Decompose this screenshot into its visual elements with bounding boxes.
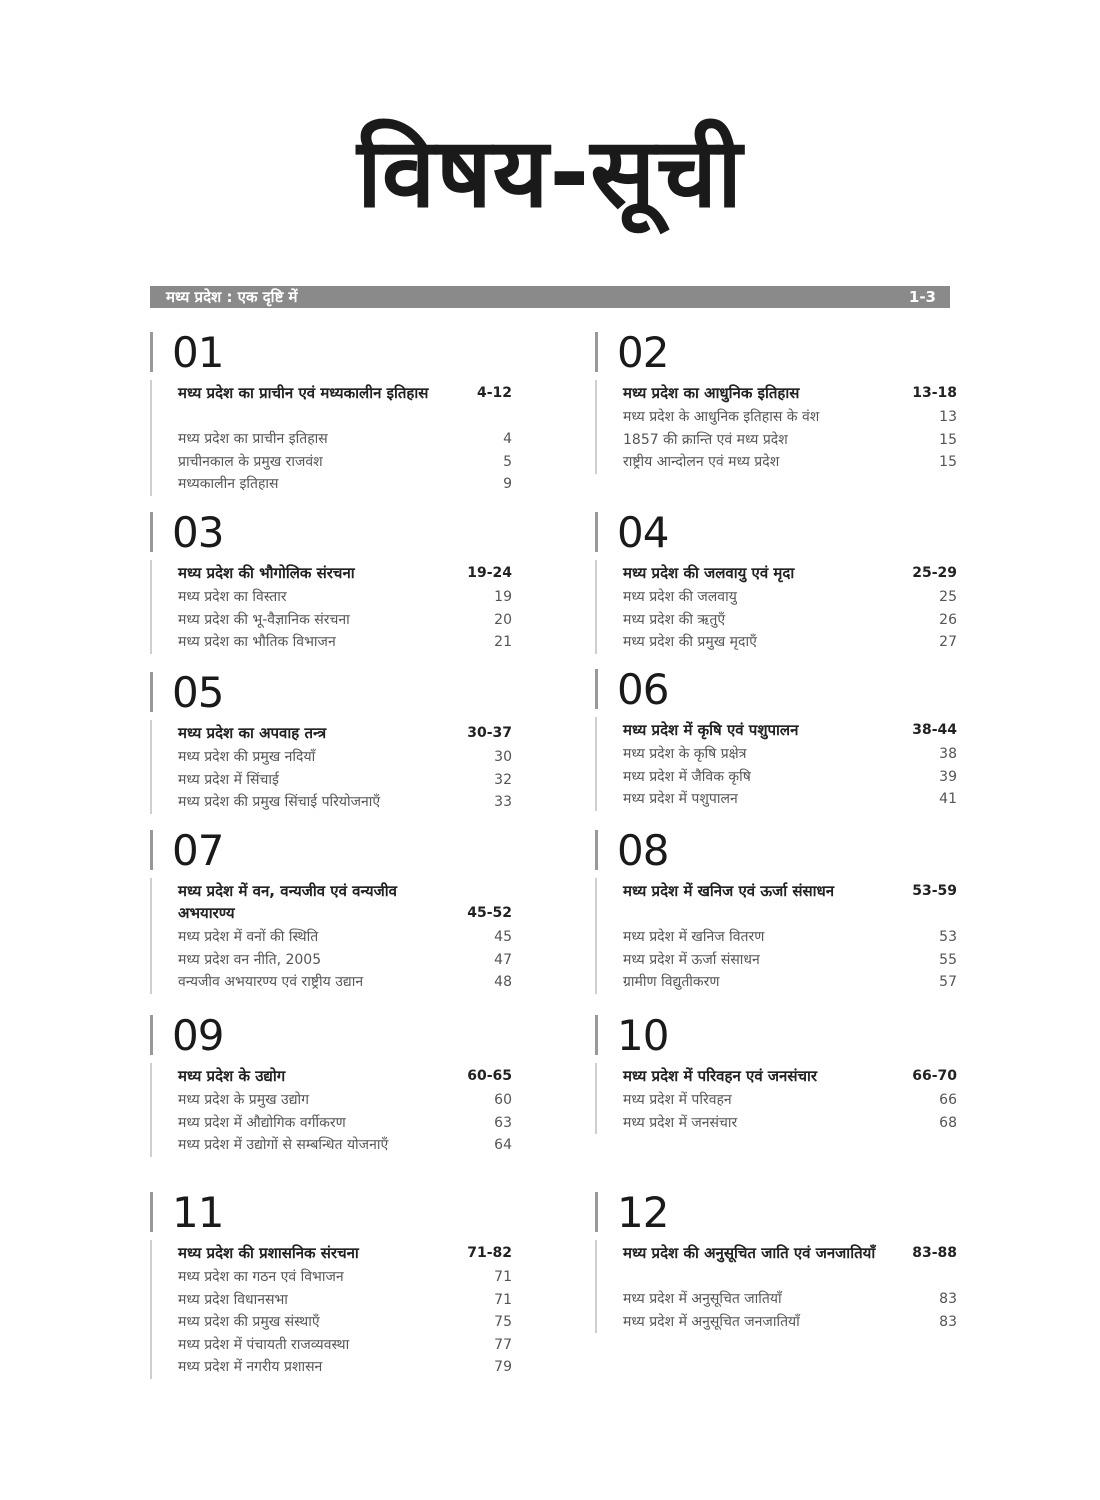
chapter-topic-list <box>623 586 957 654</box>
chapter-number-bar <box>595 512 598 552</box>
chapter-title: मध्य प्रदेश के उद्योग <box>178 1067 286 1085</box>
topic-label: वन्यजीव अभयारण्य एवं राष्ट्रीय उद्यान <box>178 974 364 990</box>
chapter-topic-list <box>623 1288 957 1333</box>
topic-page: 4 <box>503 431 512 447</box>
chapter-topic-list <box>178 1266 512 1379</box>
topic-row[interactable] <box>178 451 512 474</box>
topic-page: 57 <box>939 974 957 990</box>
chapter-number: 07 <box>172 826 224 875</box>
topic-label: मध्य प्रदेश के कृषि प्रक्षेत्र <box>623 746 747 762</box>
chapter-page-range: 19-24 <box>467 565 512 581</box>
chapter-page-range: 53-59 <box>912 883 957 899</box>
topic-page: 21 <box>494 634 512 650</box>
topic-page: 83 <box>939 1313 957 1330</box>
topic-row[interactable] <box>623 631 957 654</box>
chapter-number: 01 <box>172 328 224 377</box>
topic-row[interactable] <box>623 971 957 994</box>
topic-row[interactable] <box>178 1134 512 1157</box>
chapter-title: मध्य प्रदेश में खनिज एवं ऊर्जा संसाधन <box>623 882 835 900</box>
topic-page: 79 <box>494 1359 512 1375</box>
topic-label: मध्य प्रदेश की जलवायु <box>623 589 737 605</box>
chapter-heading[interactable] <box>623 382 957 404</box>
chapter-page-range: 13-18 <box>912 385 957 401</box>
topic-label: मध्य प्रदेश में खनिज वितरण <box>623 929 765 945</box>
chapter-heading[interactable] <box>178 1242 512 1264</box>
topic-label: मध्य प्रदेश की प्रमुख मृदाएँ <box>623 634 757 650</box>
topic-row[interactable] <box>178 746 512 769</box>
chapter-heading[interactable] <box>178 562 512 584</box>
topic-label: मध्य प्रदेश का भौतिक विभाजन <box>178 634 336 650</box>
chapter-heading[interactable] <box>623 880 957 902</box>
topic-row[interactable] <box>623 949 957 972</box>
chapter-number: 06 <box>617 665 669 714</box>
page-title: विषय-सूची <box>357 117 743 229</box>
topic-row[interactable] <box>623 609 957 632</box>
topic-row[interactable] <box>178 1089 512 1112</box>
topic-row[interactable] <box>623 429 957 452</box>
chapter-topic-list <box>178 586 512 654</box>
chapter-title: मध्य प्रदेश में परिवहन एवं जनसंचार <box>623 1067 818 1085</box>
topic-label: मध्य प्रदेश में अनुसूचित जातियाँ <box>623 1291 782 1307</box>
topic-label: ग्रामीण विद्युतीकरण <box>623 974 720 990</box>
topic-label: मध्य प्रदेश की प्रमुख संस्थाएँ <box>178 1314 320 1330</box>
topic-page: 66 <box>939 1092 957 1108</box>
chapter-page-range: 83-88 <box>912 1245 957 1261</box>
chapter-side-rule <box>595 1063 597 1134</box>
topic-page: 41 <box>939 791 957 807</box>
topic-page: 83 <box>939 1291 957 1307</box>
topic-page: 13 <box>939 409 957 425</box>
chapter-topic-list <box>178 926 512 994</box>
topic-row[interactable] <box>178 473 512 496</box>
topic-row[interactable] <box>623 586 957 609</box>
chapter-topic-list <box>623 406 957 474</box>
chapter-title: मध्य प्रदेश का प्राचीन एवं मध्यकालीन इतिहास <box>178 384 429 402</box>
topic-page: 53 <box>939 929 957 945</box>
topic-row[interactable] <box>178 769 512 792</box>
chapter-title: मध्य प्रदेश की भौगोलिक संरचना <box>178 564 355 582</box>
chapter-number-bar <box>150 830 153 870</box>
topic-label: मध्य प्रदेश में अनुसूचित जनजातियाँ <box>623 1313 800 1330</box>
chapter-title: मध्य प्रदेश में वन, वन्यजीव एवं वन्यजीव अभयारण्य <box>178 882 397 922</box>
topic-row[interactable] <box>178 949 512 972</box>
topic-row[interactable] <box>178 1356 512 1379</box>
topic-label: मध्य प्रदेश का विस्तार <box>178 589 287 605</box>
chapter-side-rule <box>150 1240 152 1379</box>
topic-row[interactable] <box>623 788 957 811</box>
topic-label: मध्य प्रदेश की प्रमुख सिंचाई परियोजनाएँ <box>178 794 381 810</box>
topic-page: 63 <box>494 1114 512 1131</box>
topic-page: 47 <box>494 951 512 968</box>
topic-label: मध्य प्रदेश विधानसभा <box>178 1291 288 1308</box>
chapter-heading[interactable] <box>178 880 512 924</box>
topic-label: मध्य प्रदेश में नगरीय प्रशासन <box>178 1359 323 1375</box>
topic-row[interactable] <box>623 1311 957 1334</box>
topic-page: 64 <box>494 1137 512 1153</box>
chapter-page-range: 25-29 <box>912 565 957 581</box>
chapter-page-range: 38-44 <box>912 722 957 738</box>
chapter-heading[interactable] <box>178 722 512 744</box>
topic-row[interactable] <box>178 1334 512 1357</box>
chapter-title: मध्य प्रदेश में कृषि एवं पशुपालन <box>623 721 799 739</box>
topic-label: मध्य प्रदेश में परिवहन <box>623 1092 732 1108</box>
chapter-number: 04 <box>617 508 669 557</box>
topic-row[interactable] <box>178 1266 512 1289</box>
topic-label: मध्य प्रदेश की भू-वैज्ञानिक संरचना <box>178 611 350 628</box>
topic-row[interactable] <box>178 1289 512 1312</box>
chapter-side-rule <box>595 878 597 994</box>
chapter-number: 10 <box>617 1011 669 1060</box>
topic-row[interactable] <box>178 586 512 609</box>
topic-row[interactable] <box>178 1311 512 1334</box>
intro-section-bar[interactable] <box>150 286 950 308</box>
chapter-title: मध्य प्रदेश का अपवाह तन्त्र <box>178 724 327 742</box>
chapter-number-bar <box>150 672 153 712</box>
chapter-page-range: 4-12 <box>476 385 512 401</box>
topic-label: मध्य प्रदेश में औद्योगिक वर्गीकरण <box>178 1114 346 1131</box>
chapter-number-bar <box>595 1015 598 1055</box>
topic-page: 75 <box>494 1314 512 1330</box>
topic-label: मध्य प्रदेश का प्राचीन इतिहास <box>178 431 328 447</box>
intro-section-pages: 1-3 <box>908 288 936 306</box>
topic-page: 20 <box>494 611 512 628</box>
chapter-side-rule <box>595 380 597 474</box>
chapter-topic-list <box>623 1089 957 1134</box>
chapter-page-range: 71-82 <box>467 1245 512 1261</box>
topic-page: 5 <box>503 453 512 470</box>
chapter-heading[interactable] <box>623 1242 957 1264</box>
topic-page: 71 <box>494 1269 512 1285</box>
chapter-topic-list <box>178 1089 512 1157</box>
topic-page: 19 <box>494 589 512 605</box>
topic-page: 25 <box>939 589 957 605</box>
topic-label: मध्य प्रदेश का गठन एवं विभाजन <box>178 1269 344 1285</box>
chapter-page-range: 60-65 <box>467 1068 512 1084</box>
chapter-number: 08 <box>617 826 669 875</box>
topic-page: 9 <box>503 476 512 492</box>
topic-label: मध्य प्रदेश में ऊर्जा संसाधन <box>623 951 760 968</box>
chapter-page-range: 30-37 <box>467 725 512 741</box>
topic-row[interactable] <box>178 609 512 632</box>
chapter-number: 02 <box>617 328 669 377</box>
chapter-number-bar <box>150 332 153 372</box>
topic-row[interactable] <box>623 451 957 474</box>
chapter-side-rule <box>150 720 152 814</box>
chapter-topic-list <box>178 428 512 496</box>
topic-page: 55 <box>939 951 957 968</box>
chapter-number: 09 <box>172 1011 224 1060</box>
chapter-title: मध्य प्रदेश की अनुसूचित जाति एवं जनजातियाँ <box>623 1244 876 1262</box>
topic-row[interactable] <box>623 1112 957 1135</box>
chapter-number-bar <box>150 1192 153 1232</box>
topic-row[interactable] <box>178 926 512 949</box>
topic-label: मध्य प्रदेश के प्रमुख उद्योग <box>178 1092 310 1108</box>
chapter-heading[interactable] <box>178 1065 512 1087</box>
chapter-heading[interactable] <box>178 382 512 404</box>
topic-label: मध्य प्रदेश वन नीति, 2005 <box>178 951 322 968</box>
topic-label: मध्य प्रदेश में पशुपालन <box>623 791 738 807</box>
chapter-heading[interactable] <box>623 562 957 584</box>
topic-page: 60 <box>494 1092 512 1108</box>
chapter-side-rule <box>150 1063 152 1157</box>
topic-label: मध्य प्रदेश में जनसंचार <box>623 1114 738 1131</box>
chapter-side-rule <box>595 717 597 811</box>
intro-section-label: मध्य प्रदेश : एक दृष्टि में <box>166 288 298 306</box>
topic-row[interactable] <box>623 1288 957 1311</box>
chapter-title: मध्य प्रदेश की जलवायु एवं मृदा <box>623 564 795 582</box>
topic-row[interactable] <box>178 791 512 814</box>
topic-label: मध्य प्रदेश में उद्योगों से सम्बन्धित योजनाएँ <box>178 1137 389 1153</box>
chapter-number: 12 <box>617 1188 669 1237</box>
chapter-number: 11 <box>172 1188 224 1237</box>
topic-page: 32 <box>494 771 512 788</box>
topic-label: मध्य प्रदेश में पंचायती राजव्यवस्था <box>178 1336 350 1353</box>
chapter-number-bar <box>595 669 598 709</box>
topic-label: प्राचीनकाल के प्रमुख राजवंश <box>178 453 323 470</box>
topic-row[interactable] <box>623 926 957 949</box>
chapter-title: मध्य प्रदेश की प्रशासनिक संरचना <box>178 1244 359 1262</box>
topic-label: 1857 की क्रान्ति एवं मध्य प्रदेश <box>623 431 788 448</box>
chapter-number: 05 <box>172 668 224 717</box>
topic-row[interactable] <box>178 971 512 994</box>
chapter-number-bar <box>595 830 598 870</box>
topic-row[interactable] <box>623 406 957 429</box>
topic-label: मध्य प्रदेश के आधुनिक इतिहास के वंश <box>623 409 820 425</box>
topic-row[interactable] <box>623 766 957 789</box>
chapter-title: मध्य प्रदेश का आधुनिक इतिहास <box>623 384 800 402</box>
chapter-number-bar <box>595 332 598 372</box>
topic-label: राष्ट्रीय आन्दोलन एवं मध्य प्रदेश <box>623 454 780 470</box>
topic-label: मध्य प्रदेश की ऋतुएँ <box>623 611 726 628</box>
topic-page: 27 <box>939 634 957 650</box>
chapter-topic-list <box>623 926 957 994</box>
chapter-side-rule <box>150 380 152 496</box>
chapter-page-range: 66-70 <box>912 1068 957 1084</box>
chapter-heading[interactable] <box>623 719 957 741</box>
chapter-number-bar <box>150 1015 153 1055</box>
chapter-number: 03 <box>172 508 224 557</box>
topic-page: 15 <box>939 431 957 448</box>
chapter-page-range: 45-52 <box>467 905 512 921</box>
chapter-side-rule <box>150 878 152 994</box>
topic-row[interactable] <box>178 631 512 654</box>
topic-page: 45 <box>494 929 512 945</box>
chapter-topic-list <box>623 743 957 811</box>
topic-label: मध्य प्रदेश में वनों की स्थिति <box>178 929 319 945</box>
topic-page: 48 <box>494 974 512 990</box>
topic-row[interactable] <box>623 1089 957 1112</box>
topic-label: मध्य प्रदेश में सिंचाई <box>178 771 279 788</box>
topic-page: 26 <box>939 611 957 628</box>
topic-page: 15 <box>939 454 957 470</box>
topic-row[interactable] <box>178 428 512 451</box>
topic-page: 38 <box>939 746 957 762</box>
chapter-side-rule <box>595 560 597 654</box>
chapter-heading[interactable] <box>623 1065 957 1087</box>
topic-row[interactable] <box>623 743 957 766</box>
chapter-side-rule <box>150 560 152 654</box>
topic-label: मध्य प्रदेश की प्रमुख नदियाँ <box>178 749 316 765</box>
topic-page: 77 <box>494 1336 512 1353</box>
chapter-number-bar <box>595 1192 598 1232</box>
chapter-side-rule <box>595 1240 597 1333</box>
topic-page: 30 <box>494 749 512 765</box>
topic-page: 39 <box>939 768 957 785</box>
topic-row[interactable] <box>178 1112 512 1135</box>
topic-page: 33 <box>494 794 512 810</box>
chapter-topic-list <box>178 746 512 814</box>
topic-page: 71 <box>494 1291 512 1308</box>
chapter-number-bar <box>150 512 153 552</box>
topic-label: मध्यकालीन इतिहास <box>178 476 279 492</box>
topic-label: मध्य प्रदेश में जैविक कृषि <box>623 768 751 785</box>
topic-page: 68 <box>939 1114 957 1131</box>
